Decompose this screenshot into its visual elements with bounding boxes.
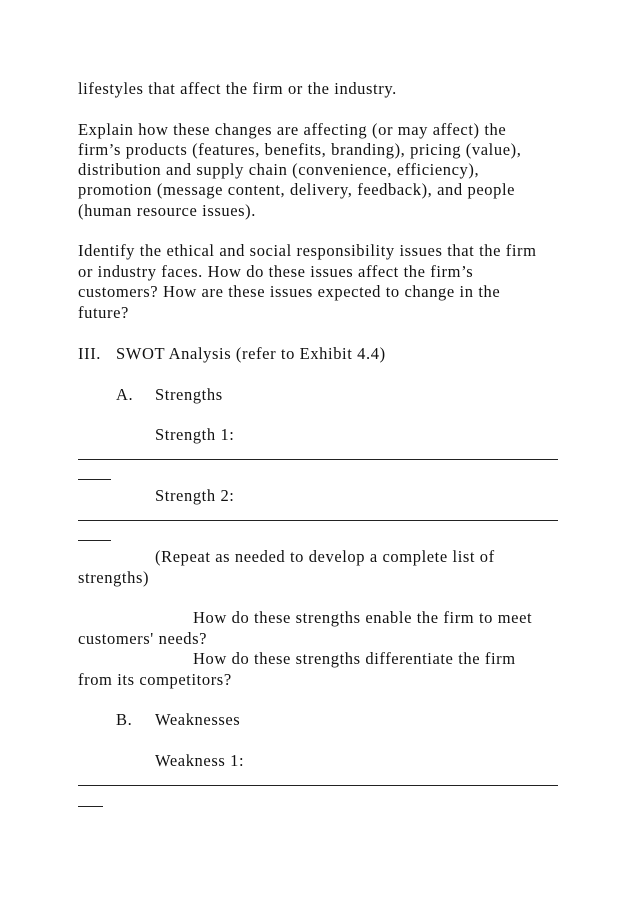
paragraph-identify-line: Identify the ethical and social responsibility issues that the firm: [78, 241, 537, 260]
strengths-letter: A.: [116, 385, 134, 404]
weaknesses-letter: B.: [116, 710, 133, 729]
weakness-1-label: Weakness 1:: [155, 751, 245, 770]
paragraph-identify-line: customers? How are these issues expected to change in the: [78, 282, 501, 301]
strengths-repeat-note-continued: strengths): [78, 568, 150, 587]
strengths-question-1-continued: customers' needs?: [78, 629, 208, 648]
paragraph-explain-line: Explain how these changes are affecting (or may affect) the: [78, 120, 507, 139]
strengths-question-2-continued: from its competitors?: [78, 670, 232, 689]
strengths-question-1: How do these strengths enable the firm to meet: [193, 608, 533, 627]
strengths-repeat-note: (Repeat as needed to develop a complete list of: [155, 547, 495, 566]
section-iii-title: SWOT Analysis (refer to Exhibit 4.4): [116, 344, 386, 363]
weakness-1-blank-line-continuation: [78, 806, 103, 807]
paragraph-explain-line: (human resource issues).: [78, 201, 256, 220]
paragraph-identify-line: or industry faces. How do these issues affect the firm’s: [78, 262, 474, 281]
strength-2-label: Strength 2:: [155, 486, 235, 505]
section-iii-numeral: III.: [78, 344, 102, 363]
strength-1-blank-line-continuation: [78, 479, 111, 480]
strengths-heading: Strengths: [155, 385, 223, 404]
paragraph-explain-line: firm’s products (features, benefits, branding), pricing (value),: [78, 140, 522, 159]
weakness-1-blank-line: [78, 785, 558, 786]
strength-2-blank-line: [78, 520, 558, 521]
strengths-question-2: How do these strengths differentiate the firm: [193, 649, 516, 668]
paragraph-identify-line: future?: [78, 303, 129, 322]
paragraph-explain-line: distribution and supply chain (convenience, efficiency),: [78, 160, 480, 179]
weaknesses-heading: Weaknesses: [155, 710, 241, 729]
strength-1-label: Strength 1:: [155, 425, 235, 444]
paragraph-lifestyles: lifestyles that affect the firm or the industry.: [78, 79, 397, 98]
paragraph-explain-line: promotion (message content, delivery, feedback), and people: [78, 180, 516, 199]
strength-1-blank-line: [78, 459, 558, 460]
strength-2-blank-line-continuation: [78, 540, 111, 541]
